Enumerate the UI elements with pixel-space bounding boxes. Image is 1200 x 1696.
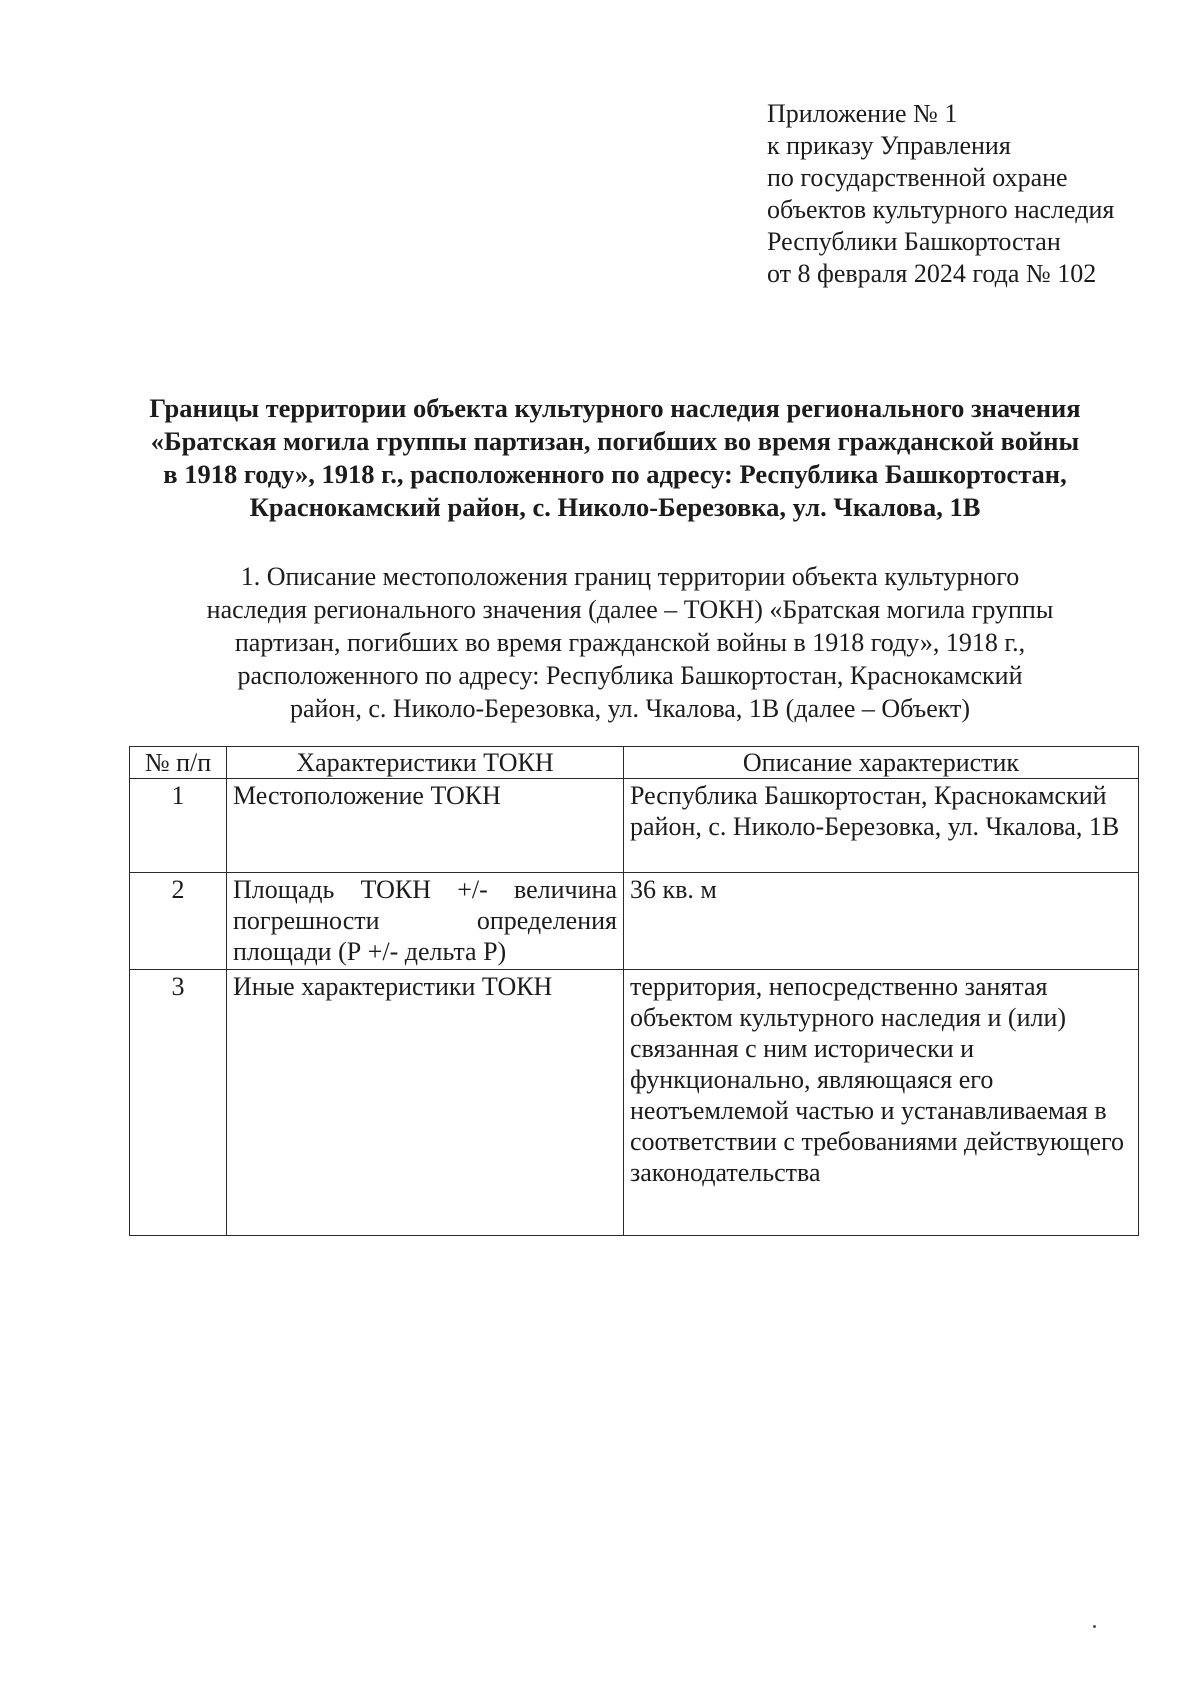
- title-line: в 1918 году», 1918 г., расположенного по адресу: Республика Башкортостан,: [163, 459, 1067, 489]
- appendix-line: по государственной охране: [767, 163, 1068, 192]
- characteristics-table: [129, 746, 1139, 1236]
- appendix-line: объектов культурного наследия: [767, 195, 1115, 224]
- appendix-line: к приказу Управления: [767, 131, 1011, 160]
- header-description: Описание характеристик: [624, 747, 1139, 779]
- title-line: Границы территории объекта культурного наследия регионального значения: [149, 393, 1081, 423]
- table-row: [130, 873, 1139, 970]
- title-line: Краснокамский район, с. Николо-Березовка, ул. Чкалова, 1В: [249, 492, 981, 522]
- appendix-line: Приложение № 1: [767, 99, 958, 128]
- row-characteristic: Иные характеристики ТОКН: [227, 970, 624, 1236]
- scan-speck: [1093, 1625, 1096, 1628]
- row-number: 2: [130, 873, 227, 970]
- table-row: [130, 779, 1139, 873]
- row-number: 1: [130, 779, 227, 873]
- header-characteristic: Характеристики ТОКН: [227, 747, 624, 779]
- appendix-reference: [767, 98, 1167, 290]
- section-line: расположенного по адресу: Республика Башкортостан, Краснокамский: [237, 661, 1023, 690]
- appendix-line: от 8 февраля 2024 года № 102: [767, 259, 1097, 288]
- section-line: наследия регионального значения (далее – ТОКН) «Братская могила группы: [206, 595, 1054, 624]
- section-line: 1. Описание местоположения границ территории объекта культурного: [240, 562, 1020, 591]
- section-line: район, с. Николо-Березовка, ул. Чкалова, 1В (далее – Объект): [289, 694, 971, 723]
- document-title: [120, 392, 1110, 524]
- row-characteristic: Площадь ТОКН +/- величина погрешности определения площади (Р +/- дельта Р): [227, 873, 624, 970]
- row-description: 36 кв. м: [624, 873, 1139, 970]
- appendix-line: Республики Башкортостан: [767, 227, 1061, 256]
- row-number: 3: [130, 970, 227, 1236]
- title-line: «Братская могила группы партизан, погибших во время гражданской войны: [150, 426, 1080, 456]
- header-number: № п/п: [130, 747, 227, 779]
- row-description: территория, непосредственно занятая объектом культурного наследия и (или) связанная с ним исторически и функционально, являющаяся его неотъемлемой частью и устанавливаемая в соответствии с требованиями действующего законодательства: [624, 970, 1139, 1236]
- section-line: партизан, погибших во время гражданской войны в 1918 году», 1918 г.,: [234, 628, 1026, 657]
- section-heading: [150, 560, 1110, 725]
- table-row: [130, 970, 1139, 1236]
- row-characteristic: Местоположение ТОКН: [227, 779, 624, 873]
- row-description: Республика Башкортостан, Краснокамский район, с. Николо-Березовка, ул. Чкалова, 1В: [624, 779, 1139, 873]
- table-header-row: [130, 747, 1139, 779]
